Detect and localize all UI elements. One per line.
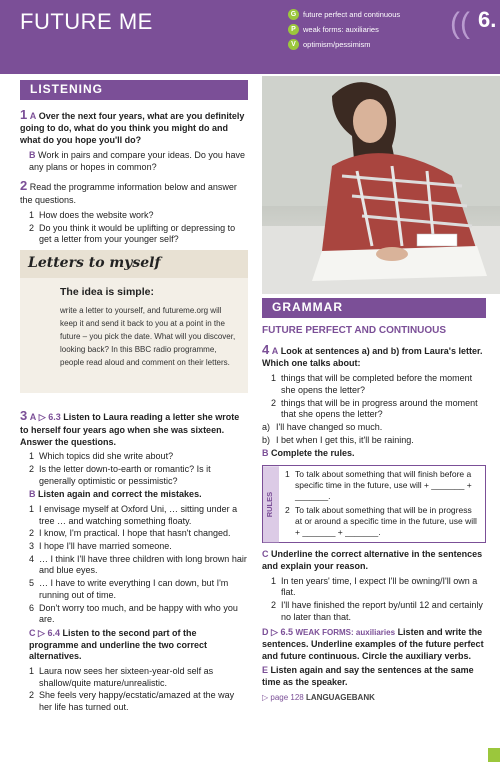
listening-section	[20, 80, 248, 247]
list-item: 5 … I have to write everything I can down, but I'm running out of time.	[29, 578, 229, 600]
exercise-2-list	[20, 210, 248, 246]
exercise-number: 1	[20, 106, 28, 122]
sound-wave-icon: ((	[450, 7, 470, 40]
exercise-text: Over the next four years, what are you definitely going to do, what do you think you might do and what do you hope you'll do?	[20, 110, 245, 146]
rules-label: RULES	[263, 466, 279, 542]
exercise-3b: B Listen again and correct the mistakes.	[29, 489, 202, 500]
exercise-text: Work in pairs and compare your ideas. Do you have any plans or hopes in common?	[29, 149, 245, 172]
exercise-2	[20, 178, 248, 207]
focus-label: future perfect and continuous	[303, 9, 401, 19]
exercise-4a-list	[262, 373, 486, 421]
exercise-4b: B Complete the rules.	[262, 448, 355, 459]
grammar-section	[262, 298, 486, 703]
audio-track-icon[interactable]: ▷ 6.3	[38, 412, 61, 422]
vocabulary-badge: V	[288, 39, 299, 50]
letters-to-myself-box	[20, 250, 248, 393]
list-item: 1 things that will be completed before the moment she opens the letter?	[271, 373, 473, 395]
exercise-text: Read the programme information below and answer the questions.	[20, 182, 237, 206]
unit-title: FUTURE ME	[20, 9, 153, 34]
language-bank-link[interactable]: ▷ page 128 LANGUAGEBANK	[262, 692, 375, 702]
list-item: 6 Don't worry too much, and be happy with who you are.	[29, 602, 238, 625]
audio-track-icon[interactable]: ▷ 6.4	[38, 627, 60, 638]
exercise-4c: C Underline the correct alternative in the sentences and explain your reason.	[262, 549, 483, 571]
list-item: b) I bet when I get this, it'll be raining.	[262, 434, 414, 445]
box-text: write a letter to yourself, and futureme.org will keep it and send it back to you at a point in the future – you pick the date. What will you discover, looking back? In this BBC radio programme, people read aloud and comment on their letters.	[60, 305, 236, 368]
exercise-letter: B	[29, 149, 36, 160]
exercise-3a-list	[20, 451, 248, 487]
rule-item: 2 To talk about something that will be in progress at or around a specific time in the future, use will + _______ + _______.	[285, 505, 477, 538]
exercise-4a: 4 A Look at sentences a) and b) from Laura's letter. Which one talks about:	[262, 341, 483, 369]
exercise-4d: D ▷ 6.5 WEAK FORMS: auxiliaries Listen and write the sentences. Underline examples of the future perfect and future continuous. Circle the auxiliary verbs.	[262, 627, 484, 661]
list-item: 1 In ten years' time, I expect I'll be owning/I'll own a flat.	[271, 575, 478, 598]
exercise-number: 2	[20, 178, 28, 194]
focus-vocabulary	[288, 38, 400, 51]
exercise-3a: 3 A ▷ 6.3 Listen to Laura reading a letter she wrote to herself four years ago when she was sixteen. Answer the questions.	[20, 408, 240, 447]
focus-grammar	[288, 8, 400, 21]
student-writing-photo	[262, 76, 500, 294]
play-arrow-icon: ▷	[262, 692, 269, 702]
focus-label: weak forms: auxiliaries	[303, 24, 379, 34]
pronunciation-badge: P	[288, 24, 299, 35]
focus-pronunciation	[288, 23, 400, 36]
exercise-3c: C ▷ 6.4 Listen to the second part of the programme and underline the two correct alternatives.	[29, 627, 208, 662]
grammar-title: FUTURE PERFECT AND CONTINUOUS	[262, 324, 447, 336]
box-heading: Letters to myself	[20, 250, 248, 278]
list-item: 2 I know, I'm practical. I hope that hasn't changed.	[29, 528, 231, 539]
exercise-1a	[20, 107, 248, 147]
exercise-3b-list	[20, 504, 248, 626]
list-item: 2 She feels very happy/ecstatic/amazed at the way her life has turned out.	[29, 690, 235, 713]
unit-focus-list	[288, 8, 400, 53]
grammar-banner: GRAMMAR	[262, 298, 486, 318]
exercise-4c-list	[262, 576, 486, 624]
list-item: 3 I hope I'll have married someone.	[29, 541, 172, 552]
list-item: 2 things that will be in progress around the moment that she opens the letter?	[271, 397, 478, 420]
unit-number: 6.	[478, 7, 497, 32]
rule-item: 1 To talk about something that will finish before a specific time in the future, use will + _______ + _______.	[285, 468, 472, 502]
list-item: a) I'll have changed so much.	[262, 421, 383, 432]
exercise-3	[20, 408, 248, 715]
exercise-4e: E Listen again and say the sentences at the same time as the speaker.	[262, 665, 474, 688]
listening-banner: LISTENING	[20, 80, 248, 100]
list-item: 2 I'll have finished the report by/until 12 and certainly no later than that.	[271, 600, 483, 622]
box-idea: The idea is simple:	[60, 286, 154, 298]
unit-header	[0, 0, 500, 74]
list-item: 2 Do you think it would be uplifting or depressing to get a letter from your younger self?	[29, 222, 236, 245]
list-item: 2 Is the letter down-to-earth or romantic? Is it generally optimistic or pessimistic?	[29, 463, 211, 486]
exercise-3c-list	[20, 666, 248, 714]
example-sentences	[262, 422, 486, 446]
exercise-1b	[20, 150, 248, 173]
page-corner-tab	[488, 748, 500, 762]
rules-box	[262, 465, 486, 543]
grammar-badge: G	[288, 9, 299, 20]
list-item: 4 … I think I'll have three children with long brown hair and blue eyes.	[29, 553, 247, 576]
rules-list	[285, 469, 479, 538]
list-item: 1 Which topics did she write about?	[29, 451, 174, 462]
list-item: 1 How does the website work?	[29, 209, 154, 220]
list-item: 1 Laura now sees her sixteen-year-old self as shallow/quite mature/unrealistic.	[29, 665, 214, 688]
list-item: 1 I envisage myself at Oxford Uni, … sitting under a tree … and watching something floaty.	[29, 504, 238, 526]
exercise-letter: A	[29, 110, 37, 121]
focus-label: optimism/pessimism	[303, 39, 371, 49]
audio-track-icon[interactable]: ▷ 6.5	[271, 627, 293, 638]
